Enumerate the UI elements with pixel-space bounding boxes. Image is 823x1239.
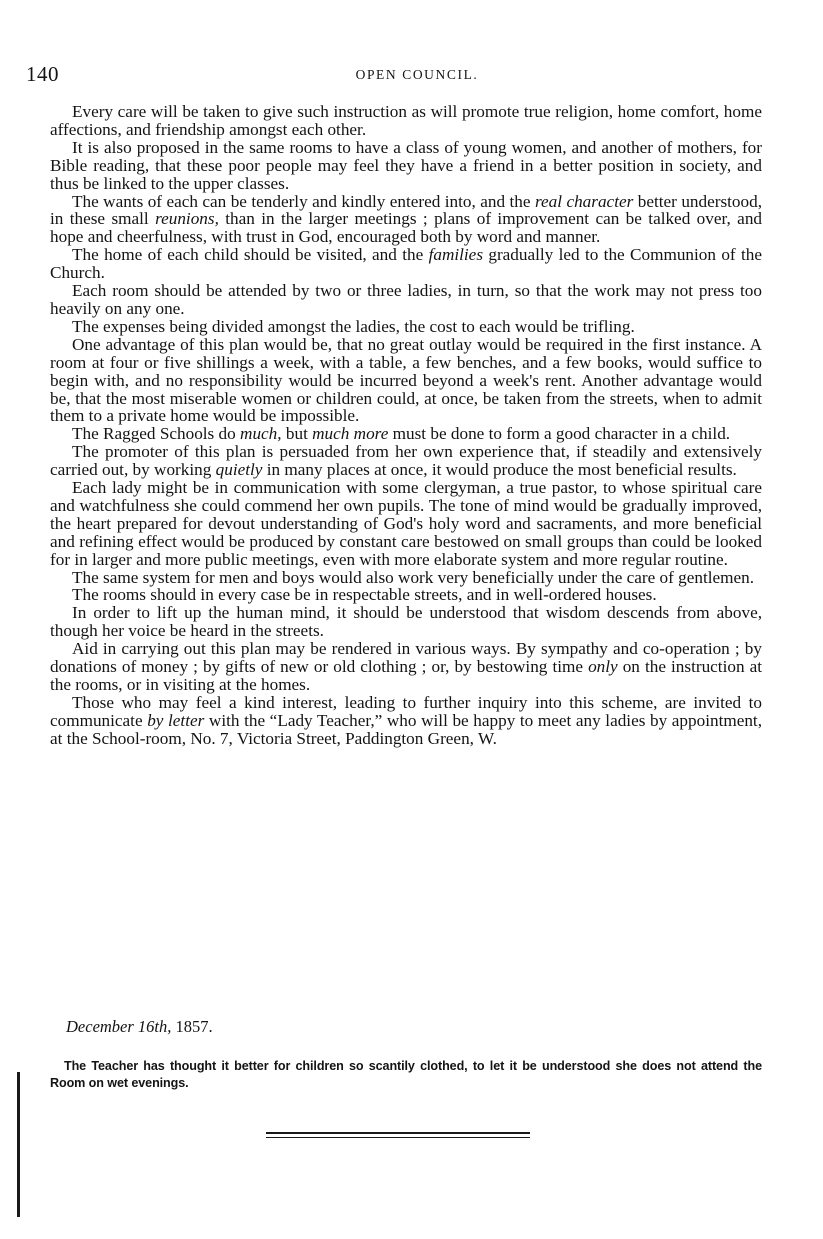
paragraph-text: The Ragged Schools do	[72, 424, 241, 444]
paragraph-text: The wants of each can be tenderly and kindly entered into, and the	[72, 191, 535, 211]
emphasis: only	[588, 657, 618, 677]
paragraph: The rooms should in every case be in respectable streets, and in well-ordered houses.	[72, 585, 657, 605]
page-header	[26, 62, 786, 88]
paragraph	[50, 425, 762, 443]
paragraph	[50, 193, 762, 247]
emphasis: much,	[240, 424, 282, 444]
paragraph: It is also proposed in the same rooms to have a class of young women, and another of mothers, for Bible reading, that these poor people may feel they have a friend in a better position in society, and thus be linked to the upper classes.	[50, 137, 762, 193]
end-rule	[266, 1132, 530, 1134]
paragraph	[50, 694, 762, 748]
emphasis: families	[428, 245, 484, 265]
emphasis: quietly	[215, 460, 263, 480]
page-number: 140	[26, 62, 59, 86]
paragraph: In order to lift up the human mind, it should be understood that wisdom descends from above, though her voice be heard in the streets.	[50, 603, 762, 641]
dateline-date: December 16th,	[66, 1017, 172, 1036]
paragraph-text: than in the larger meetings ; plans of improvement can be talked over, and hope and cheerfulness, with trust in God, encouraged both by word and manner.	[50, 209, 763, 247]
teacher-note: The Teacher has thought it better for children so scantily clothed, to let it be understood she does not attend the Room on wet evenings.	[50, 1059, 762, 1090]
dateline-year: 1857.	[175, 1017, 213, 1036]
paragraph: Each lady might be in communication with some clergyman, a true pastor, to whose spiritual care and watchfulness she could commend her own pupils. The tone of mind would be gradually improved, the heart prepared for devout understanding of God's holy word and sacraments, and more beneficial and refining effect would be produced by constant care bestowed on small groups than could be looked for in larger and more public meetings, even with more elaborate system and more regular routine.	[50, 478, 762, 569]
emphasis: real character	[534, 191, 634, 211]
paragraph: Every care will be taken to give such instruction as will promote true religion, home comfort, home affections, and friendship amongst each other.	[50, 102, 762, 139]
end-rule-thin	[266, 1137, 530, 1138]
paragraph: The same system for men and boys would also work very beneficially under the care of gentlemen.	[72, 567, 755, 587]
paragraph-text: Aid in carrying out this plan may be rendered in various ways. By sympathy and co-operation ; by donations of money ; by gifts of new or old clothing ; or, by bestowing time	[50, 639, 762, 677]
paragraph-text: gradually led to the Communion of the Church.	[50, 245, 762, 283]
paragraph	[50, 640, 762, 694]
paragraph-text: but	[281, 424, 313, 444]
paragraph-text: The home of each child should be visited, and the	[72, 245, 429, 265]
running-head: OPEN COUNCIL.	[355, 67, 479, 82]
margin-rule	[17, 1072, 20, 1217]
emphasis: by letter	[147, 710, 205, 730]
paragraph: The expenses being divided amongst the ladies, the cost to each would be trifling.	[72, 316, 635, 336]
paragraph-text: in many places at once, it would produce the most beneficial results.	[262, 460, 737, 480]
paragraph	[50, 246, 762, 282]
paragraph-text: must be done to form a good character in a child.	[388, 424, 731, 444]
paragraph-text: Those who may feel a kind interest, leading to further inquiry into this scheme, are invited to communicate	[50, 692, 762, 730]
paragraph: Each room should be attended by two or three ladies, in turn, so that the work may not press too heavily on any one.	[50, 281, 762, 318]
emphasis: reunions,	[155, 209, 219, 229]
paragraph	[50, 443, 762, 479]
paragraph-text: on the instruction at the rooms, or in visiting at the homes.	[50, 657, 762, 694]
dateline	[66, 1017, 213, 1037]
article-body	[50, 103, 762, 748]
paragraph-text: The promoter of this plan is persuaded from her own experience that, if steadily and extensively carried out, by working	[50, 442, 762, 480]
paragraph-text: with the “Lady Teacher,” who will be happy to meet any ladies by appointment, at the School-room, No. 7, Victoria Street, Paddington Green, W.	[50, 710, 763, 748]
paragraph: One advantage of this plan would be, that no great outlay would be required in the first instance. A room at four or five shillings a week, with a table, a few benches, and a few books, would suffice to begin with, and no responsibility would be incurred beyond a week's rent. Another advantage would be, that the most miserable women or children could, at once, be taken from the streets, when to admit them to a private home would be impossible.	[50, 334, 762, 426]
paragraph-text: better understood, in these small	[50, 191, 762, 229]
emphasis: much more	[312, 424, 389, 444]
